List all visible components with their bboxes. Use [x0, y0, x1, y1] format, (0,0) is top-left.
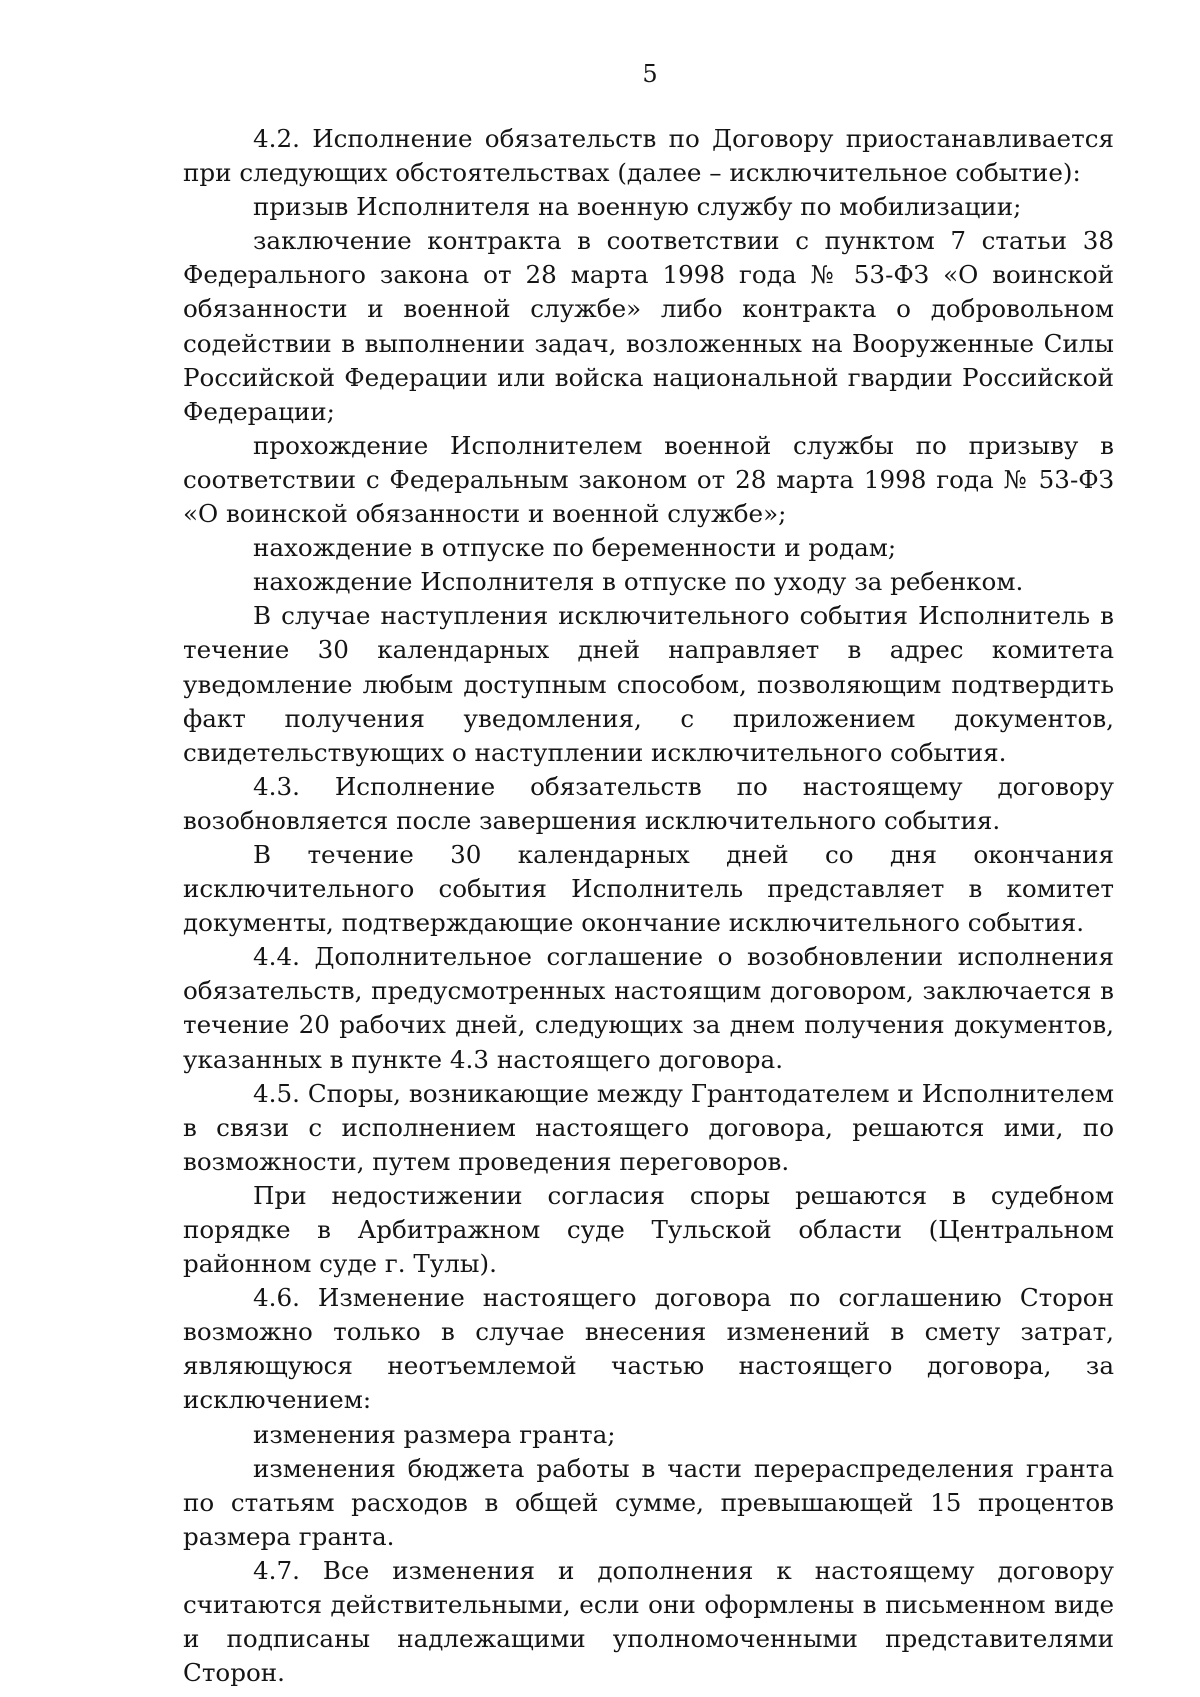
paragraph-4-7: 4.7. Все изменения и дополнения к настоящему договору считаются действительными, если они оформлены в письменном виде и подписаны надлежащими уполномоченными представителями Сторон. [183, 1555, 1114, 1688]
paragraph-4-4: 4.4. Дополнительное соглашение о возобновлении исполнения обязательств, предусмотренных настоящим договором, заключается в течение 20 рабочих дней, следующих за днем получения документов, указанных в пункте 4.3 настоящего договора. [183, 942, 1114, 1074]
paragraph-notification: В случае наступления исключительного события Исполнитель в течение 30 календарных дней направляет в адрес комитета уведомление любым доступным способом, позволяющим подтвердить факт получения уведомления, с приложением документов, свидетельствующих о наступлении исключительного события. [183, 601, 1114, 767]
paragraph-4-5: 4.5. Споры, возникающие между Грантодателем и Исполнителем в связи с исполнением настоящего договора, решаются ими, по возможности, путем проведения переговоров. [183, 1078, 1114, 1176]
list-item-maternity-leave: нахождение в отпуске по беременности и родам; [253, 533, 897, 563]
paragraph-court: При недостижении согласия споры решаются в судебном порядке в Арбитражном суде Тульской области (Центральном районном суде г. Тулы). [183, 1180, 1114, 1279]
document-body [183, 122, 1114, 1690]
page-number: 5 [642, 60, 658, 88]
list-item-contract: заключение контракта в соответствии с пунктом 7 статьи 38 Федерального закона от 28 марта 1998 года № 53-ФЗ «О воинской обязанности и военной службе» либо контракта о добровольном содействии в выполнении задач, возложенных на Вооруженные Силы Российской Федерации или войска национальной гвардии Российской Федерации; [183, 226, 1114, 426]
list-item-budget-change: изменения бюджета работы в части перераспределения гранта по статьям расходов в общей сумме, превышающей 15 процентов размера гранта. [183, 1453, 1114, 1551]
paragraph-documents-submission: В течение 30 календарных дней со дня окончания исключительного события Исполнитель представляет в комитет документы, подтверждающие окончание исключительного события. [183, 839, 1114, 938]
list-item-mobilization: призыв Исполнителя на военную службу по мобилизации; [253, 192, 1022, 222]
paragraph-4-6: 4.6. Изменение настоящего договора по соглашению Сторон возможно только в случае внесения изменений в смету затрат, являющуюся неотъемлемой частью настоящего договора, за исключением: [183, 1283, 1114, 1415]
paragraph-4-2: 4.2. Исполнение обязательств по Договору приостанавливается при следующих обстоятельствах (далее – исключительное событие): [183, 124, 1114, 188]
paragraph-4-3: 4.3. Исполнение обязательств по настоящему договору возобновляется после завершения исключительного события. [183, 771, 1114, 835]
list-item-grant-size: изменения размера гранта; [253, 1419, 616, 1449]
list-item-conscription: прохождение Исполнителем военной службы по призыву в соответствии с Федеральным законом от 28 марта 1998 года № 53-ФЗ «О воинской обязанности и военной службе»; [183, 430, 1114, 529]
list-item-childcare-leave: нахождение Исполнителя в отпуске по уходу за ребенком. [253, 567, 1024, 597]
